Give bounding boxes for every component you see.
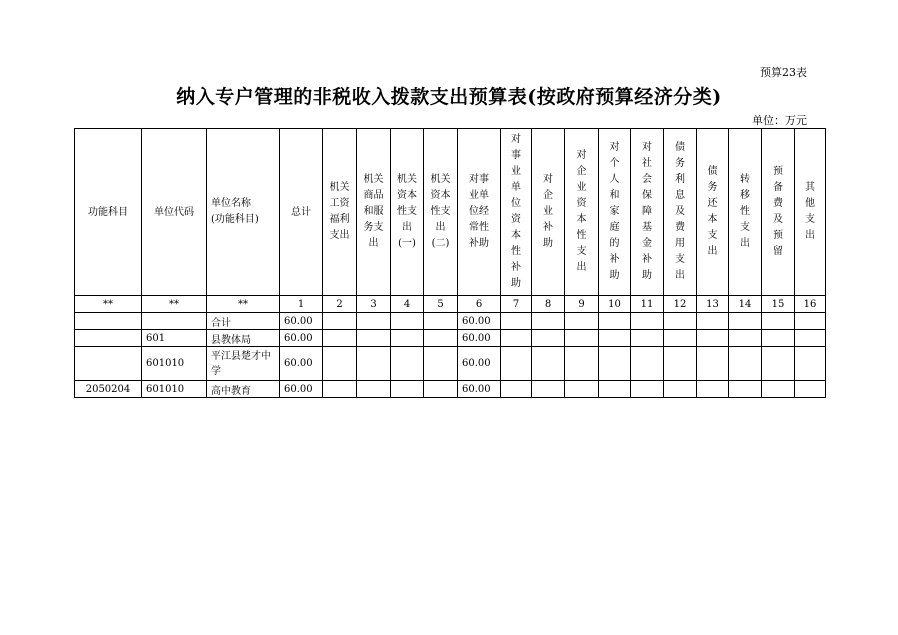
header-cell <box>391 129 424 296</box>
header-label: 机关资本性支出(二) <box>430 174 451 249</box>
empty-cell <box>424 313 458 330</box>
column-number: ** <box>75 296 142 313</box>
empty-cell <box>501 330 532 347</box>
empty-cell <box>357 381 391 398</box>
header-cell <box>207 129 280 296</box>
header-cell <box>664 129 697 296</box>
header-label: 对企业资本性支出 <box>576 150 587 273</box>
column-number: 11 <box>631 296 664 313</box>
budget-table <box>74 128 826 398</box>
form-number: 预算23表 <box>760 66 807 79</box>
header-label: 对企业补助 <box>543 174 553 249</box>
column-number: 16 <box>795 296 826 313</box>
header-cell <box>795 129 826 296</box>
empty-cell <box>424 347 458 381</box>
column-number: ** <box>142 296 207 313</box>
header-label: 其他支出 <box>805 182 815 241</box>
header-cell <box>323 129 357 296</box>
empty-cell <box>391 347 424 381</box>
empty-cell <box>357 313 391 330</box>
empty-cell <box>795 381 826 398</box>
empty-cell <box>599 313 631 330</box>
empty-cell <box>599 381 631 398</box>
page-title: 纳入专户管理的非税收入拨款支出预算表(按政府预算经济分类) <box>176 86 722 108</box>
total-cell: 60.00 <box>280 330 323 347</box>
empty-cell <box>729 347 762 381</box>
column-number: 7 <box>501 296 532 313</box>
header-cell <box>599 129 631 296</box>
table-row <box>75 330 826 347</box>
empty-cell <box>357 330 391 347</box>
header-cell <box>458 129 501 296</box>
empty-cell <box>565 381 599 398</box>
empty-cell <box>565 330 599 347</box>
func-code-cell: 2050204 <box>75 381 142 398</box>
unit-name-cell: 平江县楚才中学 <box>207 347 280 381</box>
empty-cell <box>323 313 357 330</box>
func-code-cell <box>75 347 142 381</box>
column-number: 1 <box>280 296 323 313</box>
header-label: 预备费及预留 <box>773 166 783 257</box>
header-row <box>75 129 826 296</box>
empty-cell <box>664 313 697 330</box>
subsidy-cell: 60.00 <box>458 381 501 398</box>
empty-cell <box>391 313 424 330</box>
empty-cell <box>424 330 458 347</box>
header-cell: 总计 <box>280 129 323 296</box>
empty-cell <box>697 313 729 330</box>
table-row <box>75 381 826 398</box>
unit-code-cell: 601 <box>142 330 207 347</box>
empty-cell <box>795 330 826 347</box>
func-code-cell <box>75 313 142 330</box>
header-cell <box>532 129 565 296</box>
func-code-cell <box>75 330 142 347</box>
column-number: 14 <box>729 296 762 313</box>
column-number-row <box>75 296 826 313</box>
header-cell <box>565 129 599 296</box>
empty-cell <box>532 347 565 381</box>
table-row <box>75 313 826 330</box>
total-cell: 60.00 <box>280 347 323 381</box>
column-number: 15 <box>762 296 795 313</box>
header-label: 债务还本支出 <box>707 166 718 257</box>
unit-name-cell: 高中教育 <box>207 381 280 398</box>
empty-cell <box>391 381 424 398</box>
empty-cell <box>532 313 565 330</box>
header-label: 机关资本性支出(一) <box>397 174 417 249</box>
empty-cell <box>323 381 357 398</box>
empty-cell <box>501 347 532 381</box>
empty-cell <box>762 381 795 398</box>
empty-cell <box>565 347 599 381</box>
empty-cell <box>599 347 631 381</box>
unit-name-cell: 合计 <box>207 313 280 330</box>
empty-cell <box>501 313 532 330</box>
column-number: 4 <box>391 296 424 313</box>
empty-cell <box>357 347 391 381</box>
empty-cell <box>762 347 795 381</box>
header-cell <box>697 129 729 296</box>
header-label: 机关商品和服务支出 <box>363 174 384 249</box>
header-cell <box>631 129 664 296</box>
empty-cell <box>631 381 664 398</box>
total-cell: 60.00 <box>280 313 323 330</box>
empty-cell <box>501 381 532 398</box>
header-label: 对事业单位经常性补助 <box>469 174 489 249</box>
header-cell <box>729 129 762 296</box>
column-number: 6 <box>458 296 501 313</box>
unit-code-cell <box>142 313 207 330</box>
empty-cell <box>323 347 357 381</box>
empty-cell <box>795 313 826 330</box>
empty-cell <box>664 330 697 347</box>
subsidy-cell: 60.00 <box>458 313 501 330</box>
header-label: 债务利息及费用支出 <box>675 142 685 281</box>
empty-cell <box>729 330 762 347</box>
column-number: 13 <box>697 296 729 313</box>
column-number: 9 <box>565 296 599 313</box>
empty-cell <box>424 381 458 398</box>
header-label: 单位名称(功能科目) <box>211 198 259 225</box>
empty-cell <box>391 330 424 347</box>
header-cell <box>501 129 532 296</box>
subsidy-cell: 60.00 <box>458 347 501 381</box>
unit-code-cell: 601010 <box>142 381 207 398</box>
empty-cell <box>697 330 729 347</box>
empty-cell <box>631 330 664 347</box>
header-cell <box>357 129 391 296</box>
column-number: 8 <box>532 296 565 313</box>
empty-cell <box>532 381 565 398</box>
header-cell <box>424 129 458 296</box>
unit-code-cell: 601010 <box>142 347 207 381</box>
empty-cell <box>729 381 762 398</box>
empty-cell <box>697 347 729 381</box>
empty-cell <box>762 313 795 330</box>
column-number: 10 <box>599 296 631 313</box>
header-cell: 功能科目 <box>75 129 142 296</box>
empty-cell <box>762 330 795 347</box>
empty-cell <box>323 330 357 347</box>
total-cell: 60.00 <box>280 381 323 398</box>
column-number: ** <box>207 296 280 313</box>
empty-cell <box>664 381 697 398</box>
empty-cell <box>697 381 729 398</box>
empty-cell <box>631 347 664 381</box>
header-label: 对事业单位资本性补助 <box>511 134 521 289</box>
column-number: 3 <box>357 296 391 313</box>
unit-name-cell: 县教体局 <box>207 330 280 347</box>
header-label: 对个人和家庭的补助 <box>609 142 620 281</box>
column-number: 12 <box>664 296 697 313</box>
header-label: 对社会保障基金补助 <box>642 142 652 281</box>
unit-label: 单位：万元 <box>752 114 807 127</box>
table-row <box>75 347 826 381</box>
empty-cell <box>565 313 599 330</box>
header-label: 机关工资福利支出 <box>329 182 350 241</box>
empty-cell <box>599 330 631 347</box>
empty-cell <box>664 347 697 381</box>
empty-cell <box>631 313 664 330</box>
subsidy-cell: 60.00 <box>458 330 501 347</box>
column-number: 2 <box>323 296 357 313</box>
empty-cell <box>532 330 565 347</box>
empty-cell <box>795 347 826 381</box>
empty-cell <box>729 313 762 330</box>
header-cell: 单位代码 <box>142 129 207 296</box>
header-label: 转移性支出 <box>740 174 750 249</box>
column-number: 5 <box>424 296 458 313</box>
header-cell <box>762 129 795 296</box>
